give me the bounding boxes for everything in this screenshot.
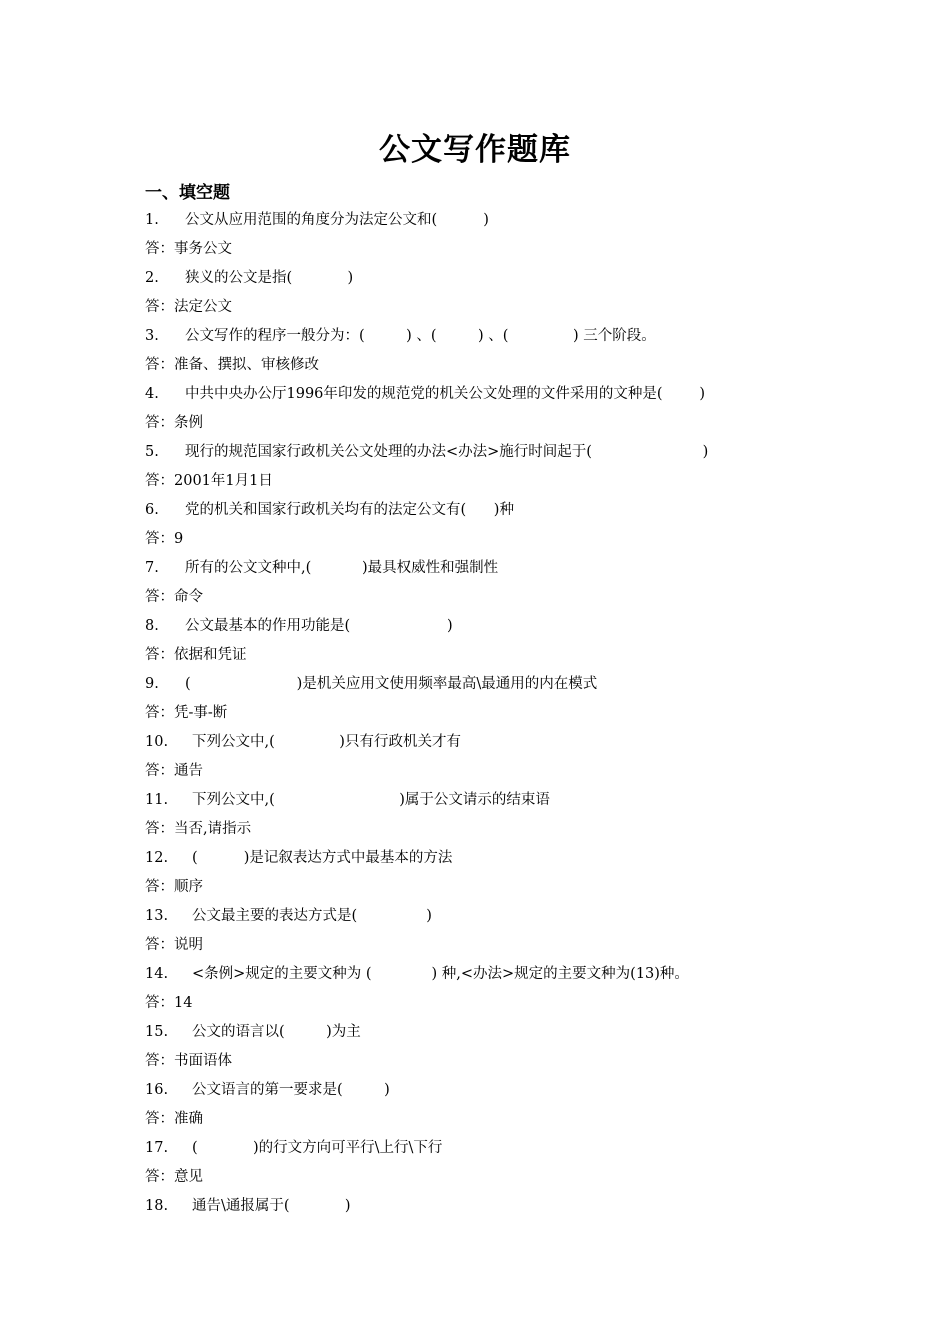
answer-line: 答：条例	[145, 415, 203, 431]
question-number: 10.	[145, 734, 169, 750]
question-line	[145, 670, 825, 699]
question-number: 8.	[145, 618, 159, 634]
question-line	[145, 786, 825, 815]
document-title: 公文写作题库	[379, 132, 571, 168]
answer-line: 答：9	[145, 531, 184, 547]
question-number: 13.	[145, 908, 169, 924]
question-line	[145, 1076, 825, 1105]
question-line	[145, 902, 825, 931]
question-line	[145, 496, 825, 525]
question-number: 17.	[145, 1140, 169, 1156]
question-text: 下列公文中,( )只有行政机关才有	[192, 734, 461, 750]
question-text: 公文写作的程序一般分为：( ) 、( ) 、( ) 三个阶段。	[185, 328, 656, 344]
question-text: 公文最主要的表达方式是( )	[192, 908, 432, 924]
answer-line: 答：通告	[145, 763, 203, 779]
answer-line: 答：凭-事-断	[145, 705, 228, 721]
question-number: 16.	[145, 1082, 169, 1098]
answer-line: 答：意见	[145, 1169, 203, 1185]
question-line	[145, 322, 825, 351]
question-text: <条例>规定的主要文种为 ( ) 种,<办法>规定的主要文种为(13)种。	[192, 966, 689, 982]
question-line	[145, 438, 825, 467]
question-text: ( )是记叙表达方式中最基本的方法	[192, 850, 453, 866]
question-number: 1.	[145, 212, 159, 228]
question-text: 下列公文中,( )属于公文请示的结束语	[192, 792, 550, 808]
answer-line: 答：2001年1月1日	[145, 473, 273, 489]
answer-line: 答：顺序	[145, 879, 203, 895]
question-number: 9.	[145, 676, 159, 692]
answer-line: 答：准确	[145, 1111, 203, 1127]
answer-line: 答：书面语体	[145, 1053, 232, 1069]
question-text: 公文从应用范围的角度分为法定公文和( )	[185, 212, 489, 228]
question-number: 6.	[145, 502, 159, 518]
section-heading: 一、填空题	[145, 183, 230, 203]
question-text: 狭义的公文是指( )	[185, 270, 354, 286]
question-number: 11.	[145, 792, 169, 808]
question-text: ( )的行文方向可平行\上行\下行	[192, 1140, 443, 1156]
answer-line: 答：14	[145, 995, 193, 1011]
question-number: 5.	[145, 444, 159, 460]
answer-line: 答：法定公文	[145, 299, 232, 315]
question-number: 3.	[145, 328, 159, 344]
question-line	[145, 728, 825, 757]
question-line	[145, 960, 825, 989]
question-number: 2.	[145, 270, 159, 286]
question-list	[145, 206, 825, 1221]
question-number: 7.	[145, 560, 159, 576]
question-text: 公文最基本的作用功能是( )	[185, 618, 453, 634]
question-text: 中共中央办公厅1996年印发的规范党的机关公文处理的文件采用的文种是( )	[185, 386, 706, 402]
question-text: 通告\通报属于( )	[192, 1198, 351, 1214]
answer-line: 答：准备、撰拟、审核修改	[145, 357, 319, 373]
question-line	[145, 1192, 825, 1221]
question-line	[145, 612, 825, 641]
question-text: 现行的规范国家行政机关公文处理的办法<办法>施行时间起于( )	[185, 444, 709, 460]
question-line	[145, 844, 825, 873]
answer-line: 答：当否,请指示	[145, 821, 252, 837]
question-number: 15.	[145, 1024, 169, 1040]
answer-line: 答：命令	[145, 589, 203, 605]
question-text: ( )是机关应用文使用频率最高\最通用的内在模式	[185, 676, 598, 692]
question-line	[145, 206, 825, 235]
question-number: 18.	[145, 1198, 169, 1214]
question-number: 14.	[145, 966, 169, 982]
answer-line: 答：事务公文	[145, 241, 232, 257]
question-number: 12.	[145, 850, 169, 866]
question-text: 公文的语言以( )为主	[192, 1024, 361, 1040]
question-line	[145, 264, 825, 293]
question-line	[145, 554, 825, 583]
answer-line: 答：说明	[145, 937, 203, 953]
question-number: 4.	[145, 386, 159, 402]
question-line	[145, 1134, 825, 1163]
question-line	[145, 380, 825, 409]
question-text: 所有的公文文种中,( )最具权威性和强制性	[185, 560, 499, 576]
question-text: 公文语言的第一要求是( )	[192, 1082, 390, 1098]
question-line	[145, 1018, 825, 1047]
answer-line: 答：依据和凭证	[145, 647, 247, 663]
question-text: 党的机关和国家行政机关均有的法定公文有( )种	[185, 502, 514, 518]
